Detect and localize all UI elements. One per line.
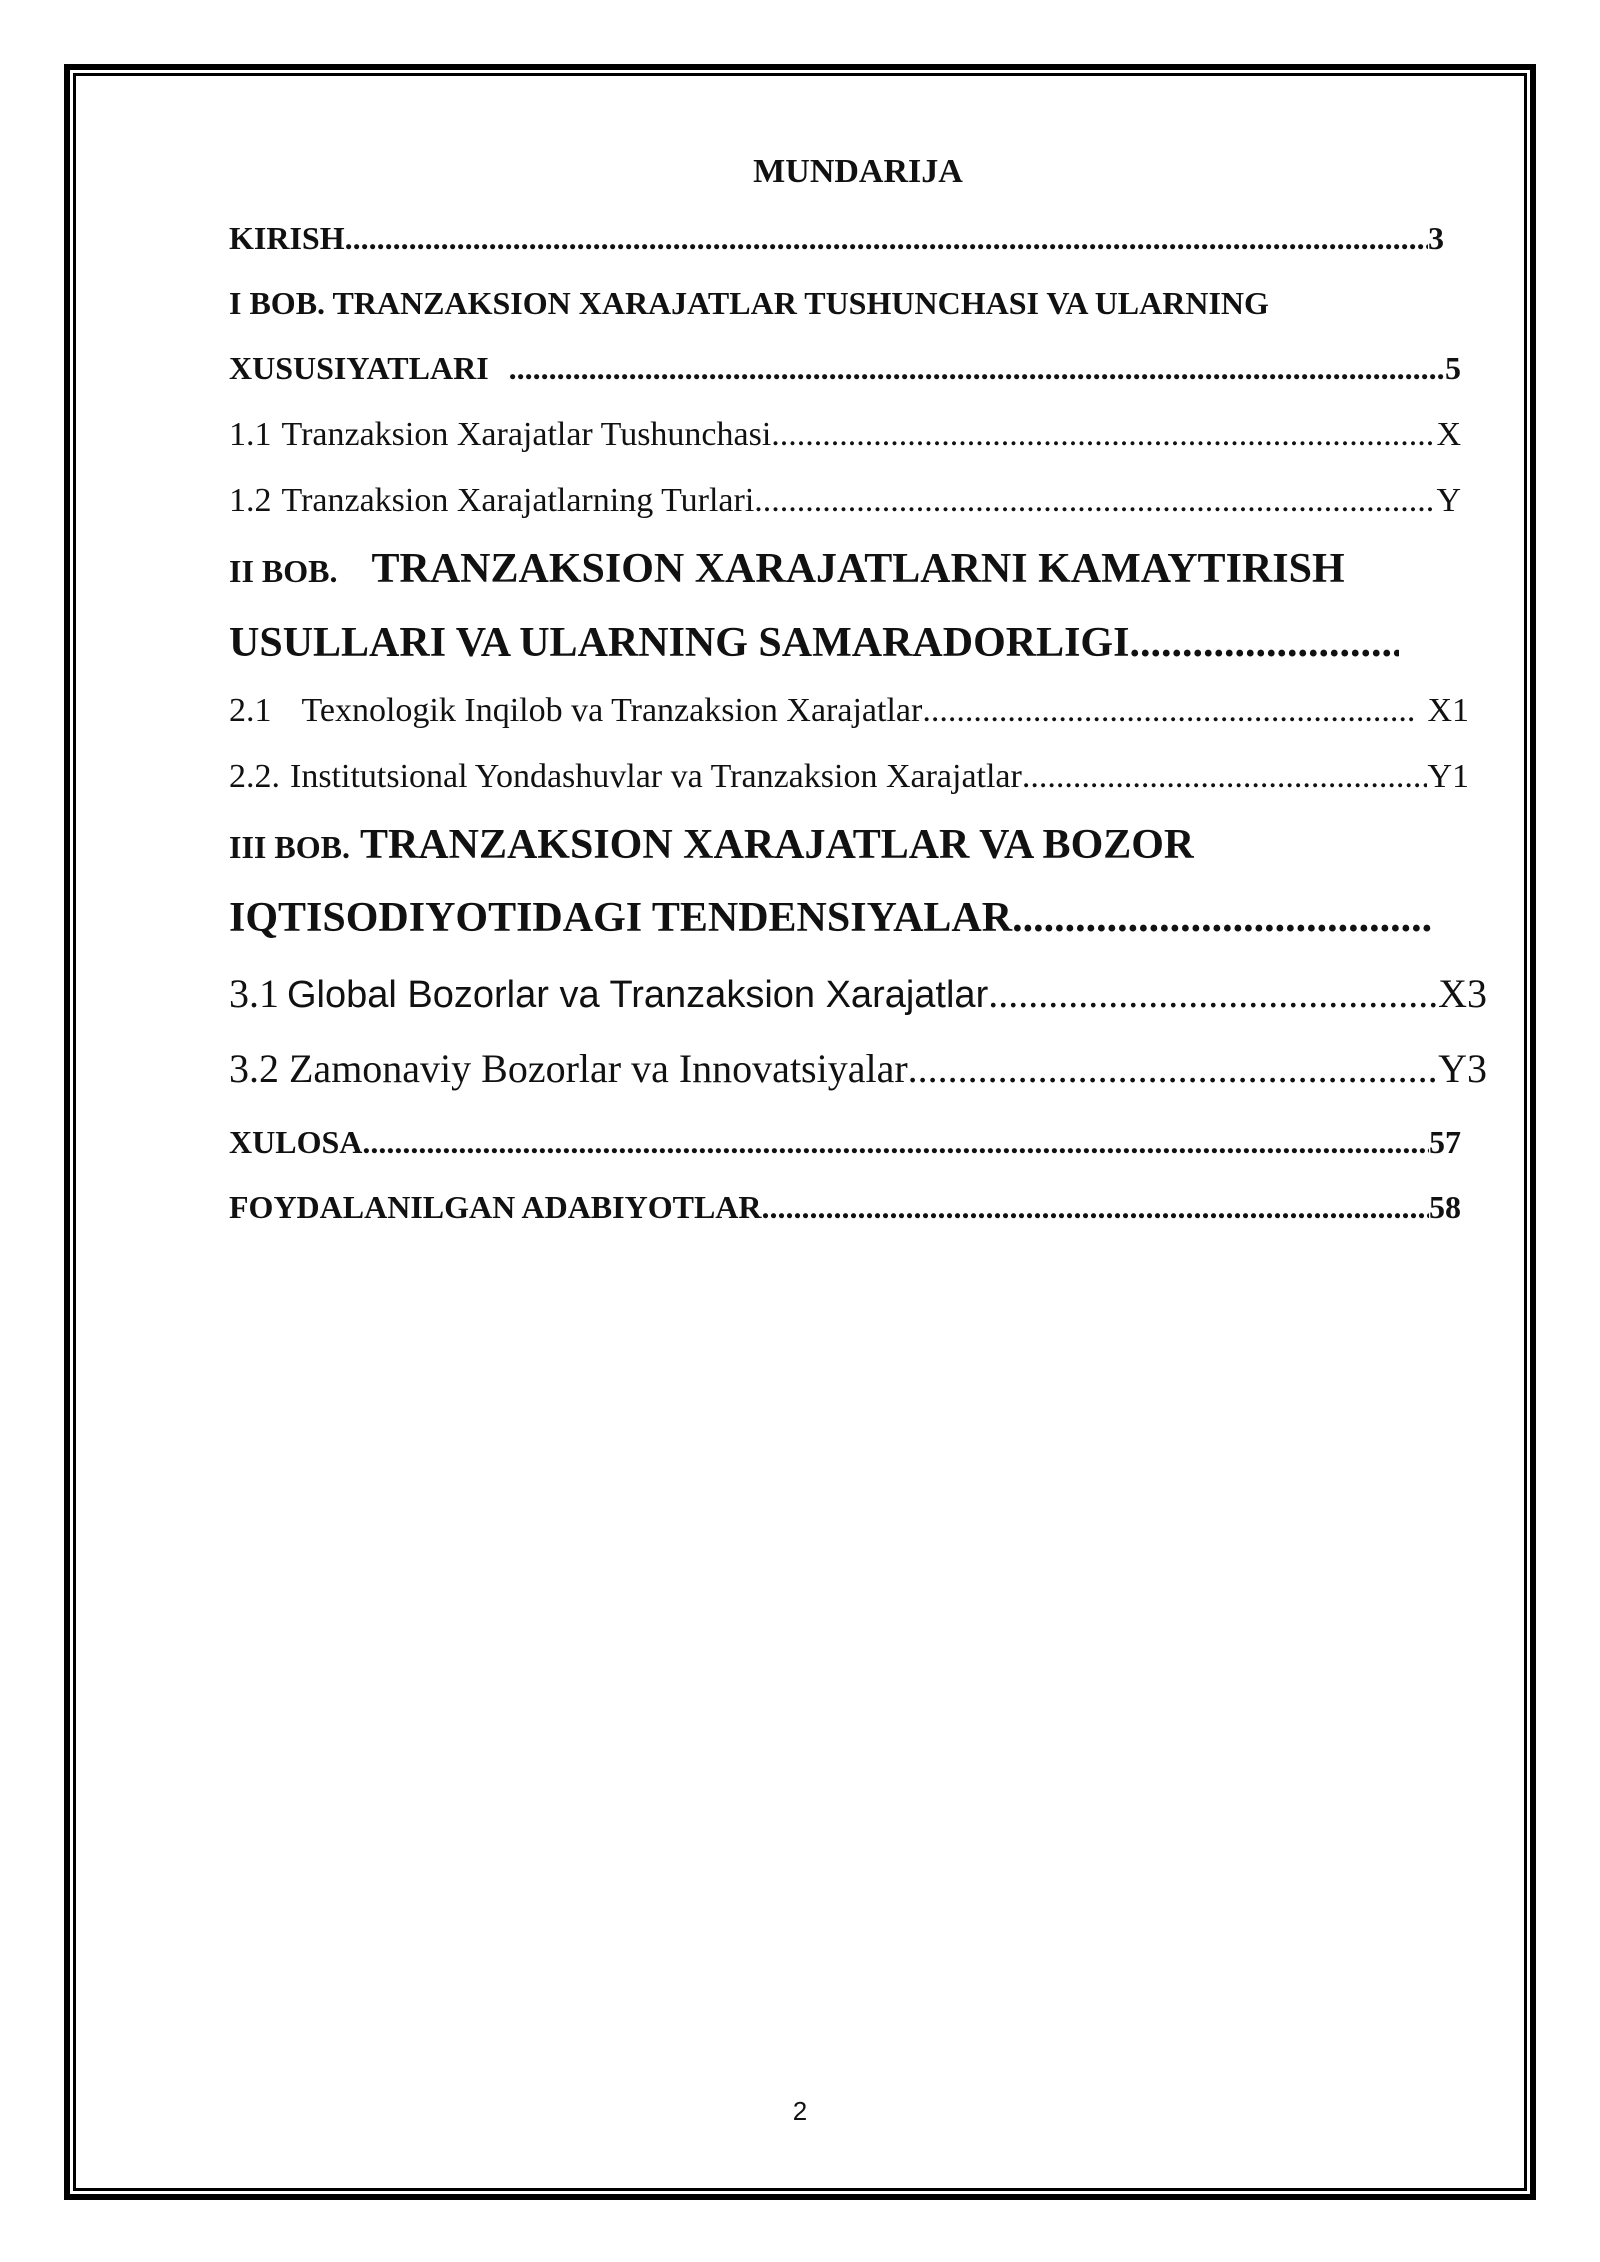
toc-entry-label: Institutsional Yondashuvlar va Tranzaksion Xarajatlar (290, 758, 1022, 795)
toc-entry-label: Texnologik Inqilob va Tranzaksion Xarajatlar (301, 692, 923, 729)
dot-leader (345, 217, 1428, 259)
dot-leader (908, 1043, 1438, 1095)
toc-entry-page: 57 (1429, 1124, 1461, 1160)
toc-section-1-1[interactable] (229, 413, 1461, 457)
dot-leader (988, 968, 1438, 1020)
toc-section-1-2[interactable] (229, 479, 1461, 523)
dot-leader (362, 1121, 1429, 1163)
toc-entry-page: 3 (1428, 220, 1444, 256)
toc-section-number: 1.1 (229, 416, 272, 453)
toc-entry-page: 5 (1445, 350, 1461, 386)
toc-entry-label: XULOSA (229, 1124, 363, 1160)
toc-section-number: 3.2 (229, 1046, 279, 1091)
toc-chapter-1-continuation[interactable] (229, 347, 1461, 389)
toc-section-number: 3.1 (229, 971, 279, 1016)
toc-chapter-3-title[interactable] (229, 818, 1194, 872)
toc-entry-page: X3 (1438, 971, 1487, 1016)
toc-section-3-2[interactable] (229, 1043, 1487, 1095)
toc-entry-label: I BOB. TRANZAKSION XARAJATLAR TUSHUNCHASI VA ULARNING (229, 285, 1269, 321)
toc-entry-page: 58 (1429, 1189, 1461, 1225)
toc-entry-page: Y (1436, 482, 1461, 519)
toc-entry-label: TRANZAKSION XARAJATLAR VA BOZOR (359, 822, 1195, 868)
toc-entry-label: KIRISH (229, 220, 345, 256)
toc-title: MUNDARIJA (753, 153, 963, 190)
dot-leader (762, 1186, 1430, 1228)
toc-section-number: 2.1 (229, 692, 272, 729)
toc-entry-label: FOYDALANILGAN ADABIYOTLAR (229, 1189, 762, 1225)
toc-chapter-prefix: II BOB. (229, 553, 338, 589)
toc-section-2-1[interactable] (229, 689, 1469, 733)
toc-chapter-prefix: III BOB. (229, 829, 350, 865)
toc-chapter-2-continuation[interactable] (229, 616, 1399, 670)
toc-chapter-3-continuation[interactable] (229, 891, 1434, 945)
toc-entry-label: TRANZAKSION XARAJATLARNI KAMAYTIRISH (371, 546, 1345, 592)
toc-section-number: 1.2 (229, 482, 272, 519)
toc-entry-label: Zamonaviy Bozorlar va Innovatsiyalar (289, 1046, 908, 1091)
dot-leader (1012, 891, 1434, 945)
toc-section-number: 2.2. (229, 758, 280, 795)
toc-entry-label: Tranzaksion Xarajatlarning Turlari (281, 482, 755, 519)
toc-entry-label: USULLARI VA ULARNING SAMARADORLIGI (229, 620, 1130, 666)
toc-entry-xulosa[interactable] (229, 1121, 1461, 1163)
dot-leader (1129, 616, 1399, 670)
toc-chapter-1-title[interactable] (229, 282, 1269, 324)
page-number: 2 (792, 2096, 808, 2126)
toc-entry-adabiyotlar[interactable] (229, 1186, 1461, 1228)
toc-entry-kirish[interactable] (229, 217, 1444, 259)
toc-entry-page: Y1 (1427, 758, 1469, 795)
toc-section-3-1[interactable] (229, 968, 1487, 1021)
toc-section-2-2[interactable] (229, 755, 1469, 799)
dot-leader (922, 689, 1417, 733)
toc-entry-page: X1 (1427, 692, 1469, 729)
toc-entry-label: Global Bozorlar va Tranzaksion Xarajatlar (287, 974, 989, 1016)
dot-leader (771, 413, 1436, 457)
toc-entry-page: X (1436, 416, 1461, 453)
toc-entry-label: XUSUSIYATLARI (229, 350, 489, 386)
dot-leader (509, 347, 1445, 389)
toc-chapter-2-title[interactable] (229, 542, 1345, 596)
dot-leader (1022, 755, 1428, 799)
toc-entry-page: Y3 (1438, 1046, 1487, 1091)
dot-leader (754, 479, 1436, 523)
toc-entry-label: IQTISODIYOTIDAGI TENDENSIYALAR (229, 895, 1013, 941)
toc-entry-label: Tranzaksion Xarajatlar Tushunchasi (281, 416, 772, 453)
